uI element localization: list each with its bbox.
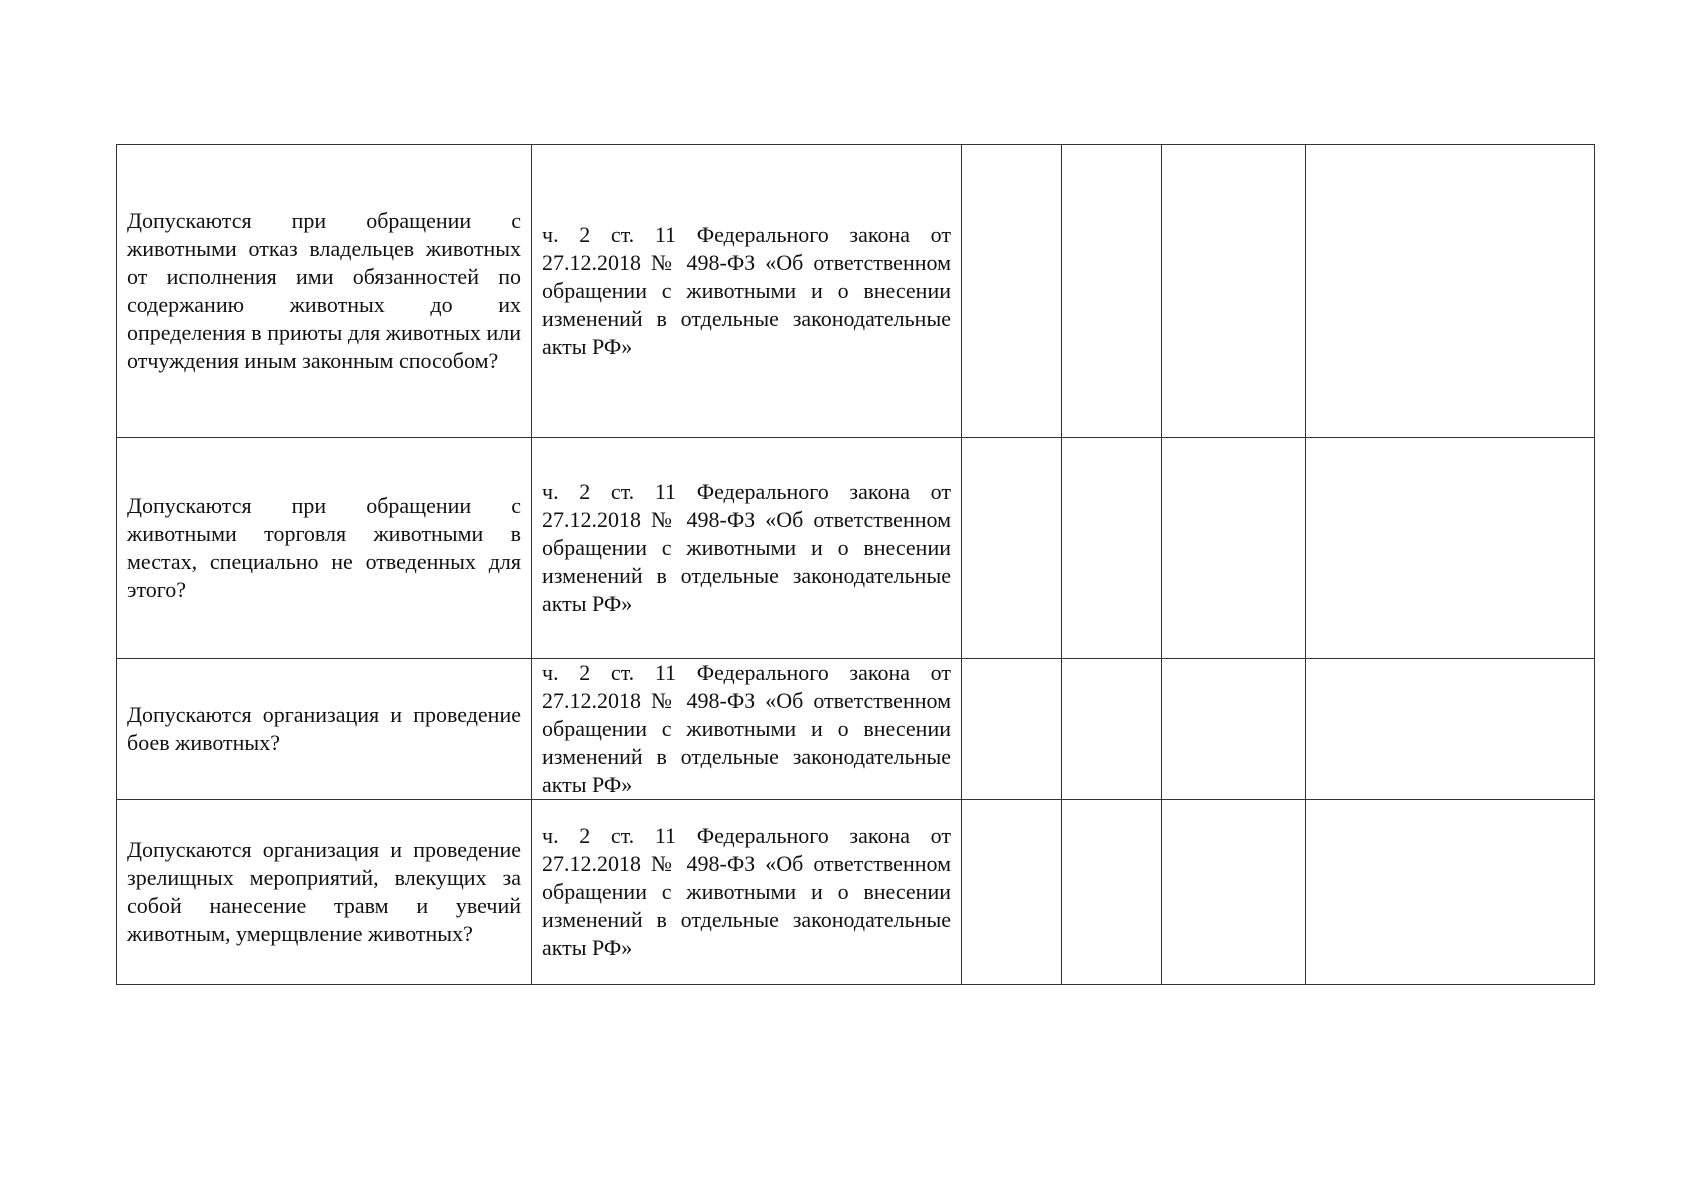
table-row [117, 659, 1595, 800]
answer-no-cell[interactable] [1062, 438, 1162, 659]
question-text: Допускаются организация и проведение зрелищных мероприятий, влекущих за собой нанесение травм и увечий животным, умерщвление животных? [127, 837, 521, 946]
legal-reference-text: ч. 2 ст. 11 Федерального закона от 27.12.2018 № 498-ФЗ «Об ответственном обращении с животными и о внесении изменений в отдельные законодательные акты РФ» [542, 479, 951, 616]
question-text: Допускаются при обращении с животными отказ владельцев животных от исполнения ими обязанностей по содержанию животных до их определения в приюты для животных или отчуждения иным законным способом? [127, 208, 521, 373]
notes-cell[interactable] [1306, 145, 1595, 438]
notes-cell[interactable] [1306, 800, 1595, 985]
reference-cell [532, 800, 962, 985]
table-row [117, 145, 1595, 438]
question-text: Допускаются при обращении с животными торговля животными в местах, специально не отведенных для этого? [127, 493, 521, 602]
answer-yes-cell[interactable] [962, 800, 1062, 985]
not-applicable-cell[interactable] [1162, 659, 1306, 800]
answer-yes-cell[interactable] [962, 145, 1062, 438]
question-text: Допускаются организация и проведение боев животных? [127, 702, 521, 755]
table-row [117, 800, 1595, 985]
not-applicable-cell[interactable] [1162, 438, 1306, 659]
legal-reference-text: ч. 2 ст. 11 Федерального закона от 27.12.2018 № 498-ФЗ «Об ответственном обращении с животными и о внесении изменений в отдельные законодательные акты РФ» [542, 222, 951, 359]
question-cell [117, 438, 532, 659]
not-applicable-cell[interactable] [1162, 800, 1306, 985]
answer-yes-cell[interactable] [962, 659, 1062, 800]
question-cell [117, 659, 532, 800]
legal-reference-text: ч. 2 ст. 11 Федерального закона от 27.12.2018 № 498-ФЗ «Об ответственном обращении с животными и о внесении изменений в отдельные законодательные акты РФ» [542, 660, 951, 797]
reference-cell [532, 438, 962, 659]
not-applicable-cell[interactable] [1162, 145, 1306, 438]
question-cell [117, 800, 532, 985]
answer-no-cell[interactable] [1062, 659, 1162, 800]
checklist-table [116, 144, 1595, 985]
table-row [117, 438, 1595, 659]
notes-cell[interactable] [1306, 659, 1595, 800]
legal-reference-text: ч. 2 ст. 11 Федерального закона от 27.12.2018 № 498-ФЗ «Об ответственном обращении с животными и о внесении изменений в отдельные законодательные акты РФ» [542, 823, 951, 960]
reference-cell [532, 659, 962, 800]
answer-no-cell[interactable] [1062, 145, 1162, 438]
question-cell [117, 145, 532, 438]
answer-yes-cell[interactable] [962, 438, 1062, 659]
answer-no-cell[interactable] [1062, 800, 1162, 985]
reference-cell [532, 145, 962, 438]
notes-cell[interactable] [1306, 438, 1595, 659]
